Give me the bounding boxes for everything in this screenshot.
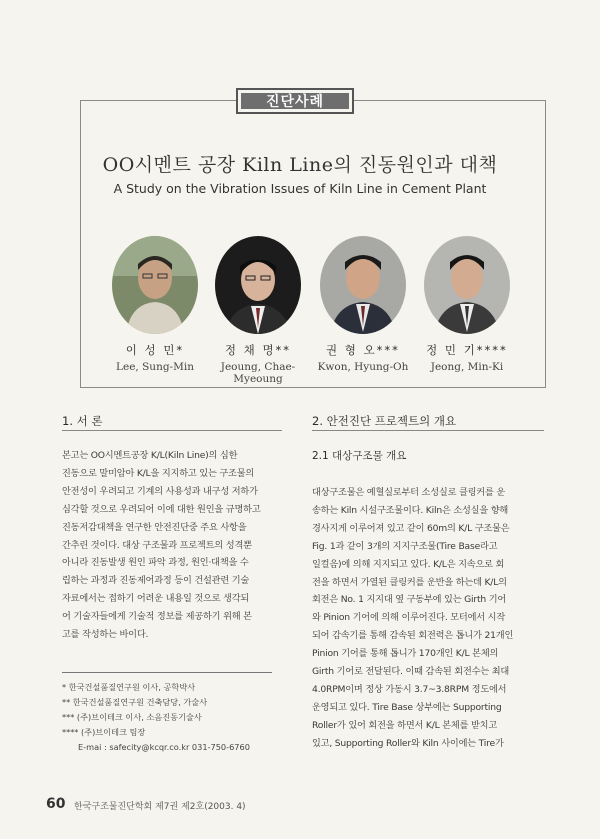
- text-line: 심각할 것으로 우려되어 이에 대한 원인을 규명하고: [62, 503, 261, 515]
- text-line: Girth 기어로 전달된다. 이때 감속된 회전수는 최대: [312, 666, 510, 678]
- text-line: 회전은 No. 1 지지대 옆 구동부에 있는 Girth 기어: [312, 594, 507, 606]
- section-2-heading: 2. 안전진단 프로젝트의 개요: [312, 414, 457, 428]
- section-1-heading: 1. 서 론: [62, 414, 103, 428]
- category-label-box: [236, 88, 354, 114]
- footnote-rule: [62, 672, 272, 673]
- text-line: 본고는 OO시멘트공장 K/L(Kiln Line)의 심한: [62, 450, 238, 461]
- section-2-paragraph: [312, 484, 546, 753]
- text-line: 진동으로 말미암아 K/L을 지지하고 있는 구조물의: [62, 467, 255, 479]
- text-line: 립하는 과정과 진동제어과정 등이 건설관련 기술: [62, 575, 250, 587]
- text-line: 전을 하면서 가열된 클링커를 운반을 하는데 K/L의: [312, 576, 507, 588]
- author-name-ko-4: 정 민 기****: [426, 343, 508, 357]
- footnote-email: E-mai : safecity@kcqr.co.kr 031-750-6760: [78, 742, 250, 752]
- author-name-en-3: Kwon, Hyung-Oh: [317, 361, 409, 373]
- footnote-4: **** (주)브이테크 팀장: [62, 727, 146, 737]
- author-name-ko-2: 정 채 명**: [224, 343, 292, 357]
- text-line: 자료에서는 접하기 어려운 내용일 것으로 생각되: [62, 593, 250, 605]
- author-name-en-2: Jeoung, Chae-Myeoung: [220, 361, 296, 385]
- text-line: Pinion 기어를 통해 톱니가 170개인 K/L 본체의: [312, 648, 499, 660]
- footnote-2: ** 한국건설품질연구원 건축담당, 가술사: [62, 697, 208, 707]
- text-line: 와 Pinion 기어에 의해 이루어진다. 모터에서 시작: [312, 612, 506, 624]
- text-line: 고를 작성하는 바이다.: [62, 629, 149, 641]
- text-line: Roller가 있어 회전을 하면서 K/L 본체를 받치고: [312, 719, 498, 731]
- text-line: 송하는 Kiln 시설구조물이다. Kiln은 소성실을 향해: [312, 504, 509, 516]
- footnote-1: * 한국건설품질연구원 이사, 공학박사: [62, 682, 196, 692]
- text-line: 일컬음)에 의해 지지되고 있다. K/L은 지속으로 회: [312, 558, 505, 570]
- text-line: 운영되고 있다. Tire Base 상부에는 Supporting: [312, 701, 502, 713]
- text-line: 경사지게 이루어져 있고 같이 60m의 K/L 구조물은: [312, 522, 510, 534]
- text-line: 4.0RPM이며 정상 가동시 3.7~3.8RPM 정도에서: [312, 683, 507, 695]
- author-photo-1: [112, 236, 198, 334]
- text-line: 어 기술자들에게 기술적 정보를 제공하기 위해 본: [62, 611, 252, 623]
- footnote-3: *** (주)브이테크 이사, 소음진동기술사: [62, 712, 202, 722]
- text-line: 안전성이 우려되고 기계의 사용성과 내구성 저하가: [62, 485, 258, 497]
- author-name-en-1: Lee, Sung-Min: [116, 361, 194, 373]
- category-label: 진단사례: [241, 93, 349, 109]
- page-number: 60: [46, 796, 66, 812]
- text-line: 되어 감속기를 통해 감속된 회전력은 톱니가 21개인: [312, 630, 514, 642]
- section-1-paragraph: [62, 447, 284, 644]
- text-line: 아니라 진동발생 원인 파악 과정, 원인·대책을 수: [62, 557, 249, 569]
- author-name-ko-3: 권 형 오***: [326, 343, 400, 357]
- author-photo-4: [424, 236, 510, 334]
- text-line: 대상구조물은 예혈실로부터 소성실로 클링커를 운: [312, 487, 506, 498]
- section-2-rule: [312, 430, 544, 431]
- text-line: 있고, Supporting Roller와 Kiln 사이에는 Tire가: [312, 737, 504, 749]
- text-line: Fig. 1과 같이 3개의 지지구조물(Tire Base라고: [312, 540, 498, 552]
- text-line: 진동저감대책을 연구한 안전진단중 주요 사항을: [62, 521, 247, 533]
- author-photo-3: [320, 236, 406, 334]
- title-korean: OO시멘트 공장 Kiln Line의 진동원인과 대책: [102, 154, 498, 176]
- journal-citation: 한국구조물진단학회 제7권 제2호(2003. 4): [74, 802, 246, 812]
- author-name-en-4: Jeong, Min-Ki: [430, 361, 504, 373]
- section-1-rule: [62, 430, 282, 431]
- subsection-2-1-heading: 2.1 대상구조물 개요: [312, 450, 407, 462]
- text-line: 간추린 것이다. 대상 구조물과 프로젝트의 성격뿐: [62, 539, 252, 551]
- title-english: A Study on the Vibration Issues of Kiln Line in Cement Plant: [113, 181, 487, 196]
- author-photo-2: [215, 236, 301, 334]
- author-name-ko-1: 이 성 민*: [125, 343, 185, 357]
